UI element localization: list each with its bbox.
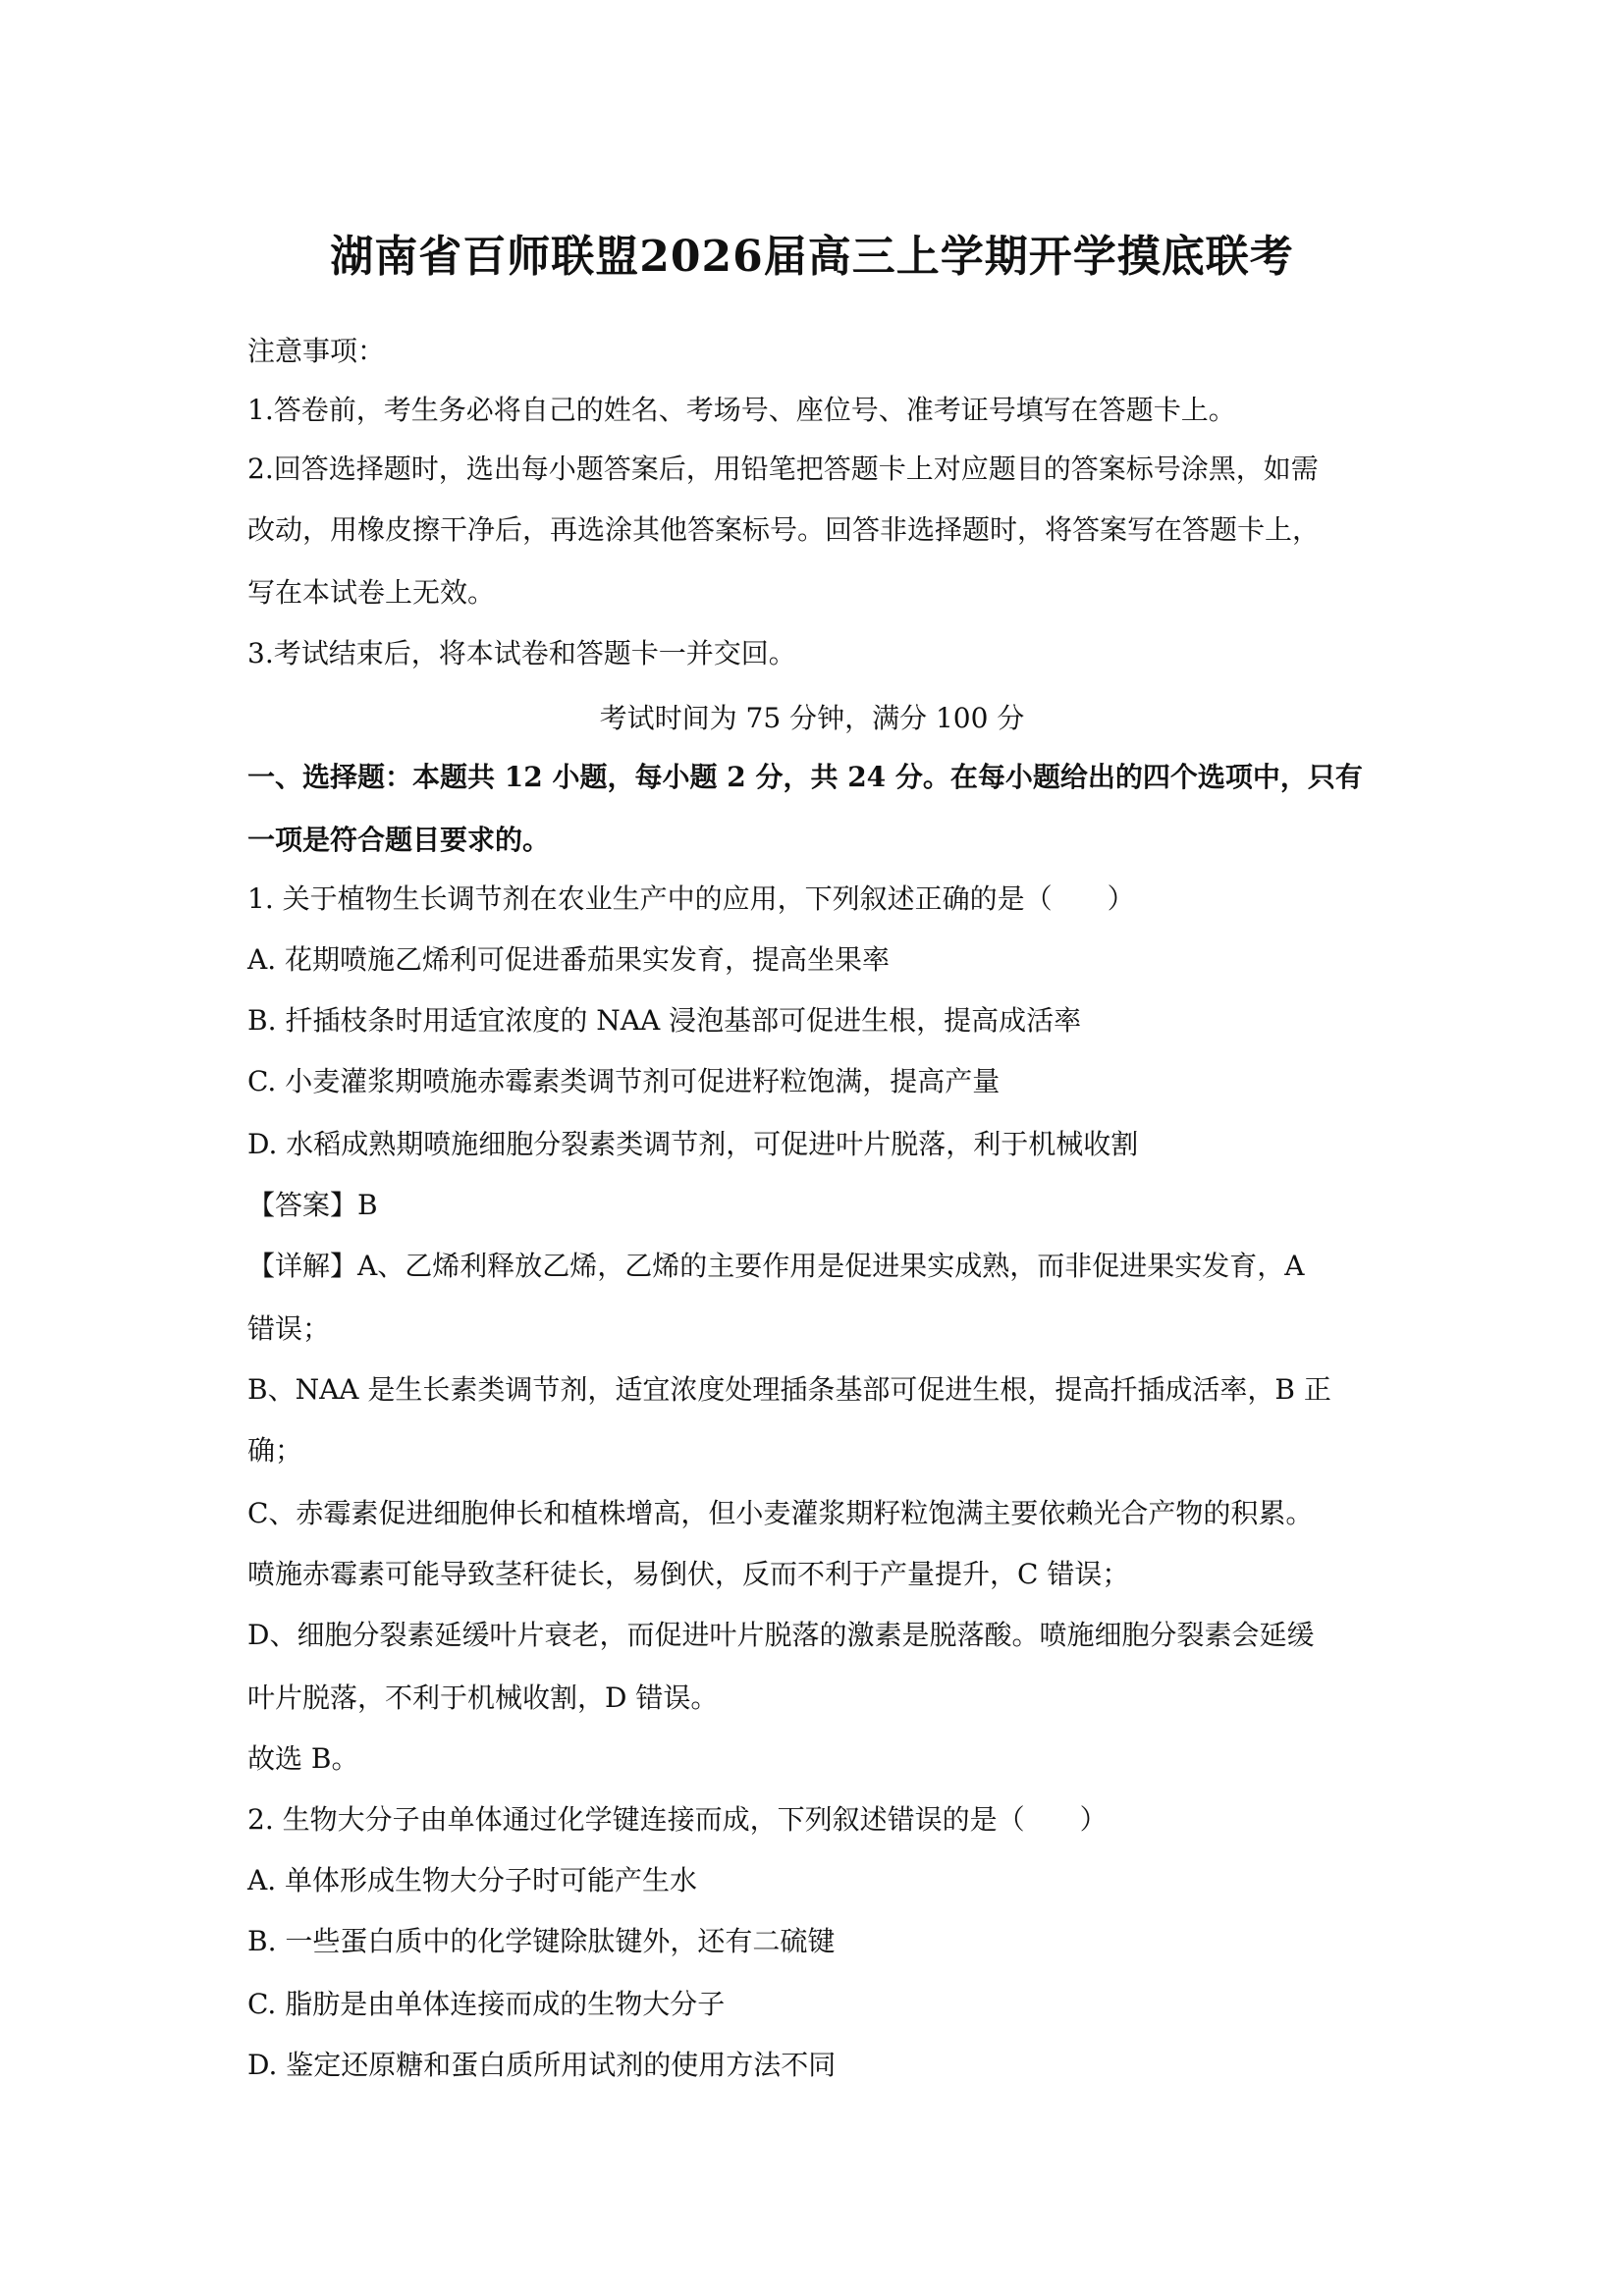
notes-heading: 注意事项：	[247, 335, 386, 367]
exam-time: 考试时间为 75 分钟，满分 100 分	[599, 702, 1025, 734]
question-1-option-d: D. 水稻成熟期喷施细胞分裂素类调节剂，可促进叶片脱落，利于机械收割	[247, 1128, 1139, 1160]
notes-item-3: 3.考试结束后，将本试卷和答题卡一并交回。	[247, 637, 796, 669]
question-2-stem: 2. 生物大分子由单体通过化学键连接而成，下列叙述错误的是（ ）	[247, 1803, 1108, 1836]
question-1-explanation-b-line-2: 确；	[247, 1434, 303, 1467]
question-1-option-a: A. 花期喷施乙烯利可促进番茄果实发育，提高坐果率	[247, 943, 891, 976]
question-1-option-c: C. 小麦灌浆期喷施赤霉素类调节剂可促进籽粒饱满，提高产量	[247, 1065, 1001, 1097]
question-1-explanation-d-line-1: D、细胞分裂素延缓叶片衰老，而促进叶片脱落的激素是脱落酸。喷施细胞分裂素会延缓	[247, 1619, 1315, 1651]
notes-item-2-line-2: 改动，用橡皮擦干净后，再选涂其他答案标号。回答非选择题时，将答案写在答题卡上，	[247, 513, 1321, 546]
question-1-explanation-b-line-1: B、NAA 是生长素类调节剂，适宜浓度处理插条基部可促进生根，提高扦插成活率，B 正	[247, 1373, 1331, 1406]
question-1-answer: 【答案】B	[247, 1189, 378, 1221]
notes-item-2-line-3: 写在本试卷上无效。	[247, 576, 496, 609]
notes-item-2-line-1: 2.回答选择题时，选出每小题答案后，用铅笔把答题卡上对应题目的答案标号涂黑，如需	[247, 453, 1319, 485]
question-2-option-a: A. 单体形成生物大分子时可能产生水	[247, 1864, 698, 1896]
question-1-explanation-a-line-2: 错误；	[247, 1312, 331, 1345]
question-1-conclusion: 故选 B。	[247, 1742, 359, 1775]
page-title: 湖南省百师联盟2026届高三上学期开学摸底联考	[330, 232, 1294, 282]
question-1-explanation-c-line-1: C、赤霉素促进细胞伸长和植株增高，但小麦灌浆期籽粒饱满主要依赖光合产物的积累。	[247, 1497, 1314, 1529]
question-1-stem: 1. 关于植物生长调节剂在农业生产中的应用，下列叙述正确的是（ ）	[247, 882, 1135, 915]
question-1-explanation-c-line-2: 喷施赤霉素可能导致茎秆徒长，易倒伏，反而不利于产量提升，C 错误；	[247, 1558, 1130, 1590]
section-heading-line-2: 一项是符合题目要求的。	[247, 824, 551, 856]
question-1-option-b: B. 扦插枝条时用适宜浓度的 NAA 浸泡基部可促进生根，提高成活率	[247, 1004, 1082, 1037]
question-2-option-c: C. 脂肪是由单体连接而成的生物大分子	[247, 1988, 726, 2020]
question-2-option-b: B. 一些蛋白质中的化学键除肽键外，还有二硫键	[247, 1925, 836, 1957]
question-1-explanation-a-line-1: 【详解】A、乙烯利释放乙烯，乙烯的主要作用是促进果实成熟，而非促进果实发育，A	[247, 1250, 1305, 1282]
notes-item-1: 1.答卷前，考生务必将自己的姓名、考场号、座位号、准考证号填写在答题卡上。	[247, 394, 1236, 426]
section-heading-line-1: 一、选择题：本题共 12 小题，每小题 2 分，共 24 分。在每小题给出的四个选项中，只有	[247, 761, 1363, 793]
question-2-option-d: D. 鉴定还原糖和蛋白质所用试剂的使用方法不同	[247, 2049, 837, 2081]
question-1-explanation-d-line-2: 叶片脱落，不利于机械收割，D 错误。	[247, 1682, 719, 1714]
